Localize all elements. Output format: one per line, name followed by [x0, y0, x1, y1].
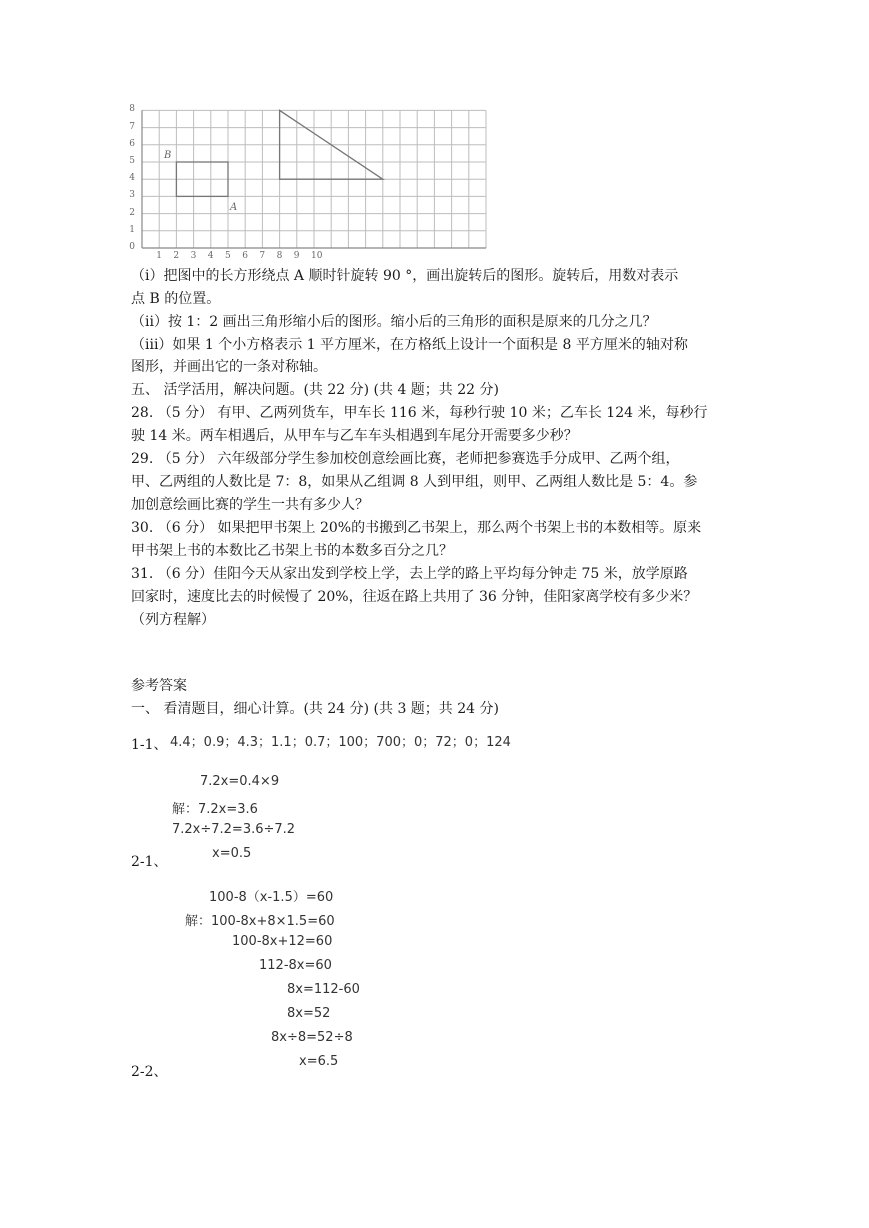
answer-label: 2-1、 [131, 854, 168, 870]
question-line: 回家时，速度比去的时候慢了 20%，往返在路上共用了 36 分钟，佳阳家离学校有多少米？ [131, 589, 698, 605]
equation-step: 8x÷8=52÷8 [271, 1030, 353, 1045]
x-tick-label: 7 [259, 251, 266, 261]
y-tick-label: 6 [129, 138, 135, 149]
equation-step: x=0.5 [212, 846, 252, 861]
equation-step: 100-8x+12=60 [232, 934, 333, 949]
question-line: 甲书架上书的本数比乙书架上书的本数多百分之几？ [131, 543, 453, 559]
equation-step: 8x=52 [287, 1006, 331, 1021]
question-line: （iii）如果 1 个小方格表示 1 平方厘米，在方格纸上设计一个面积是 8 平方厘米的轴对称 [131, 337, 688, 353]
question-line: 30. （6 分） 如果把甲书架上 20%的书搬到乙书架上，那么两个书架上书的本数相等。原来 [131, 520, 702, 536]
question-line: （ii）按 1：2 画出三角形缩小后的图形。缩小后的三角形的面积是原来的几分之几？ [131, 314, 657, 330]
x-tick-label: 4 [207, 251, 214, 261]
x-tick-label: 5 [225, 251, 231, 261]
equation-step: 7.2x=0.4×9 [200, 774, 280, 789]
x-tick-label: 2 [173, 251, 180, 261]
x-tick-label: 3 [190, 251, 197, 261]
y-tick-label: 4 [129, 173, 135, 184]
x-tick-label: 6 [242, 251, 248, 261]
coordinate-grid-figure [125, 100, 490, 265]
equation-step: 解：100-8x+8×1.5=60 [185, 914, 335, 929]
x-tick-label: 10 [311, 251, 323, 261]
question-line: 点 B 的位置。 [131, 291, 221, 307]
answer-label: 2-2、 [131, 1064, 168, 1080]
y-tick-label: 1 [129, 224, 135, 235]
question-line: （i）把图中的长方形绕点 A 顺时针旋转 90 °，画出旋转后的图形。旋转后，用数对表示 [131, 268, 679, 284]
y-tick-label: 3 [129, 190, 135, 201]
question-line: 驶 14 米。两车相遇后，从甲车与乙车车头相遇到车尾分开需要多少秒？ [131, 428, 578, 444]
question-line: （列方程解） [131, 612, 215, 628]
question-line: 加创意绘画比赛的学生一共有多少人？ [131, 497, 369, 513]
question-line: 28. （5 分） 有甲、乙两列货车，甲车长 116 米，每秒行驶 10 米；乙车长 124 米，每秒行 [131, 405, 708, 421]
y-tick-label: 0 [129, 242, 135, 252]
x-tick-label: 8 [276, 251, 283, 261]
grid-svg [125, 100, 490, 265]
equation-step: x=6.5 [299, 1054, 339, 1069]
equation-step: 112-8x=60 [259, 958, 332, 973]
question-line: 甲、乙两组的人数比是 7：8，如果从乙组调 8 人到甲组，则甲、乙两组人数比是 5：4。参 [131, 474, 698, 490]
question-line: 29. （5 分） 六年级部分学生参加校创意绘画比赛，老师把参赛选手分成甲、乙两个组， [131, 451, 680, 467]
y-tick-label: 7 [129, 121, 135, 132]
answers-section-heading: 一、 看清题目，细心计算。(共 24 分) (共 3 题；共 24 分) [131, 701, 499, 717]
question-line: 31. （6 分）佳阳今天从家出发到学校上学，去上学的路上平均每分钟走 75 米，放学原路 [131, 566, 688, 582]
x-tick-label: 9 [293, 251, 300, 261]
answers-title: 参考答案 [131, 678, 187, 694]
y-tick-label: 2 [129, 207, 135, 218]
section-heading: 五、 活学活用，解决问题。(共 22 分) (共 4 题；共 22 分) [131, 382, 499, 398]
x-tick-label: 1 [156, 251, 162, 261]
equation-step: 100-8（x-1.5）=60 [209, 890, 334, 905]
answer-values: 4.4；0.9；4.3；1.1；0.7；100；700；0；72；0；124 [170, 735, 511, 750]
point-a-label: A [230, 202, 238, 213]
answer-label: 1-1、 [131, 737, 168, 753]
y-tick-label: 8 [129, 104, 135, 115]
y-tick-label: 5 [129, 156, 135, 166]
equation-step: 7.2x÷7.2=3.6÷7.2 [172, 822, 296, 837]
question-line: 图形，并画出它的一条对称轴。 [131, 359, 327, 375]
equation-step: 8x=112-60 [287, 982, 360, 997]
point-b-label: B [164, 150, 172, 161]
equation-step: 解：7.2x=3.6 [172, 802, 258, 817]
